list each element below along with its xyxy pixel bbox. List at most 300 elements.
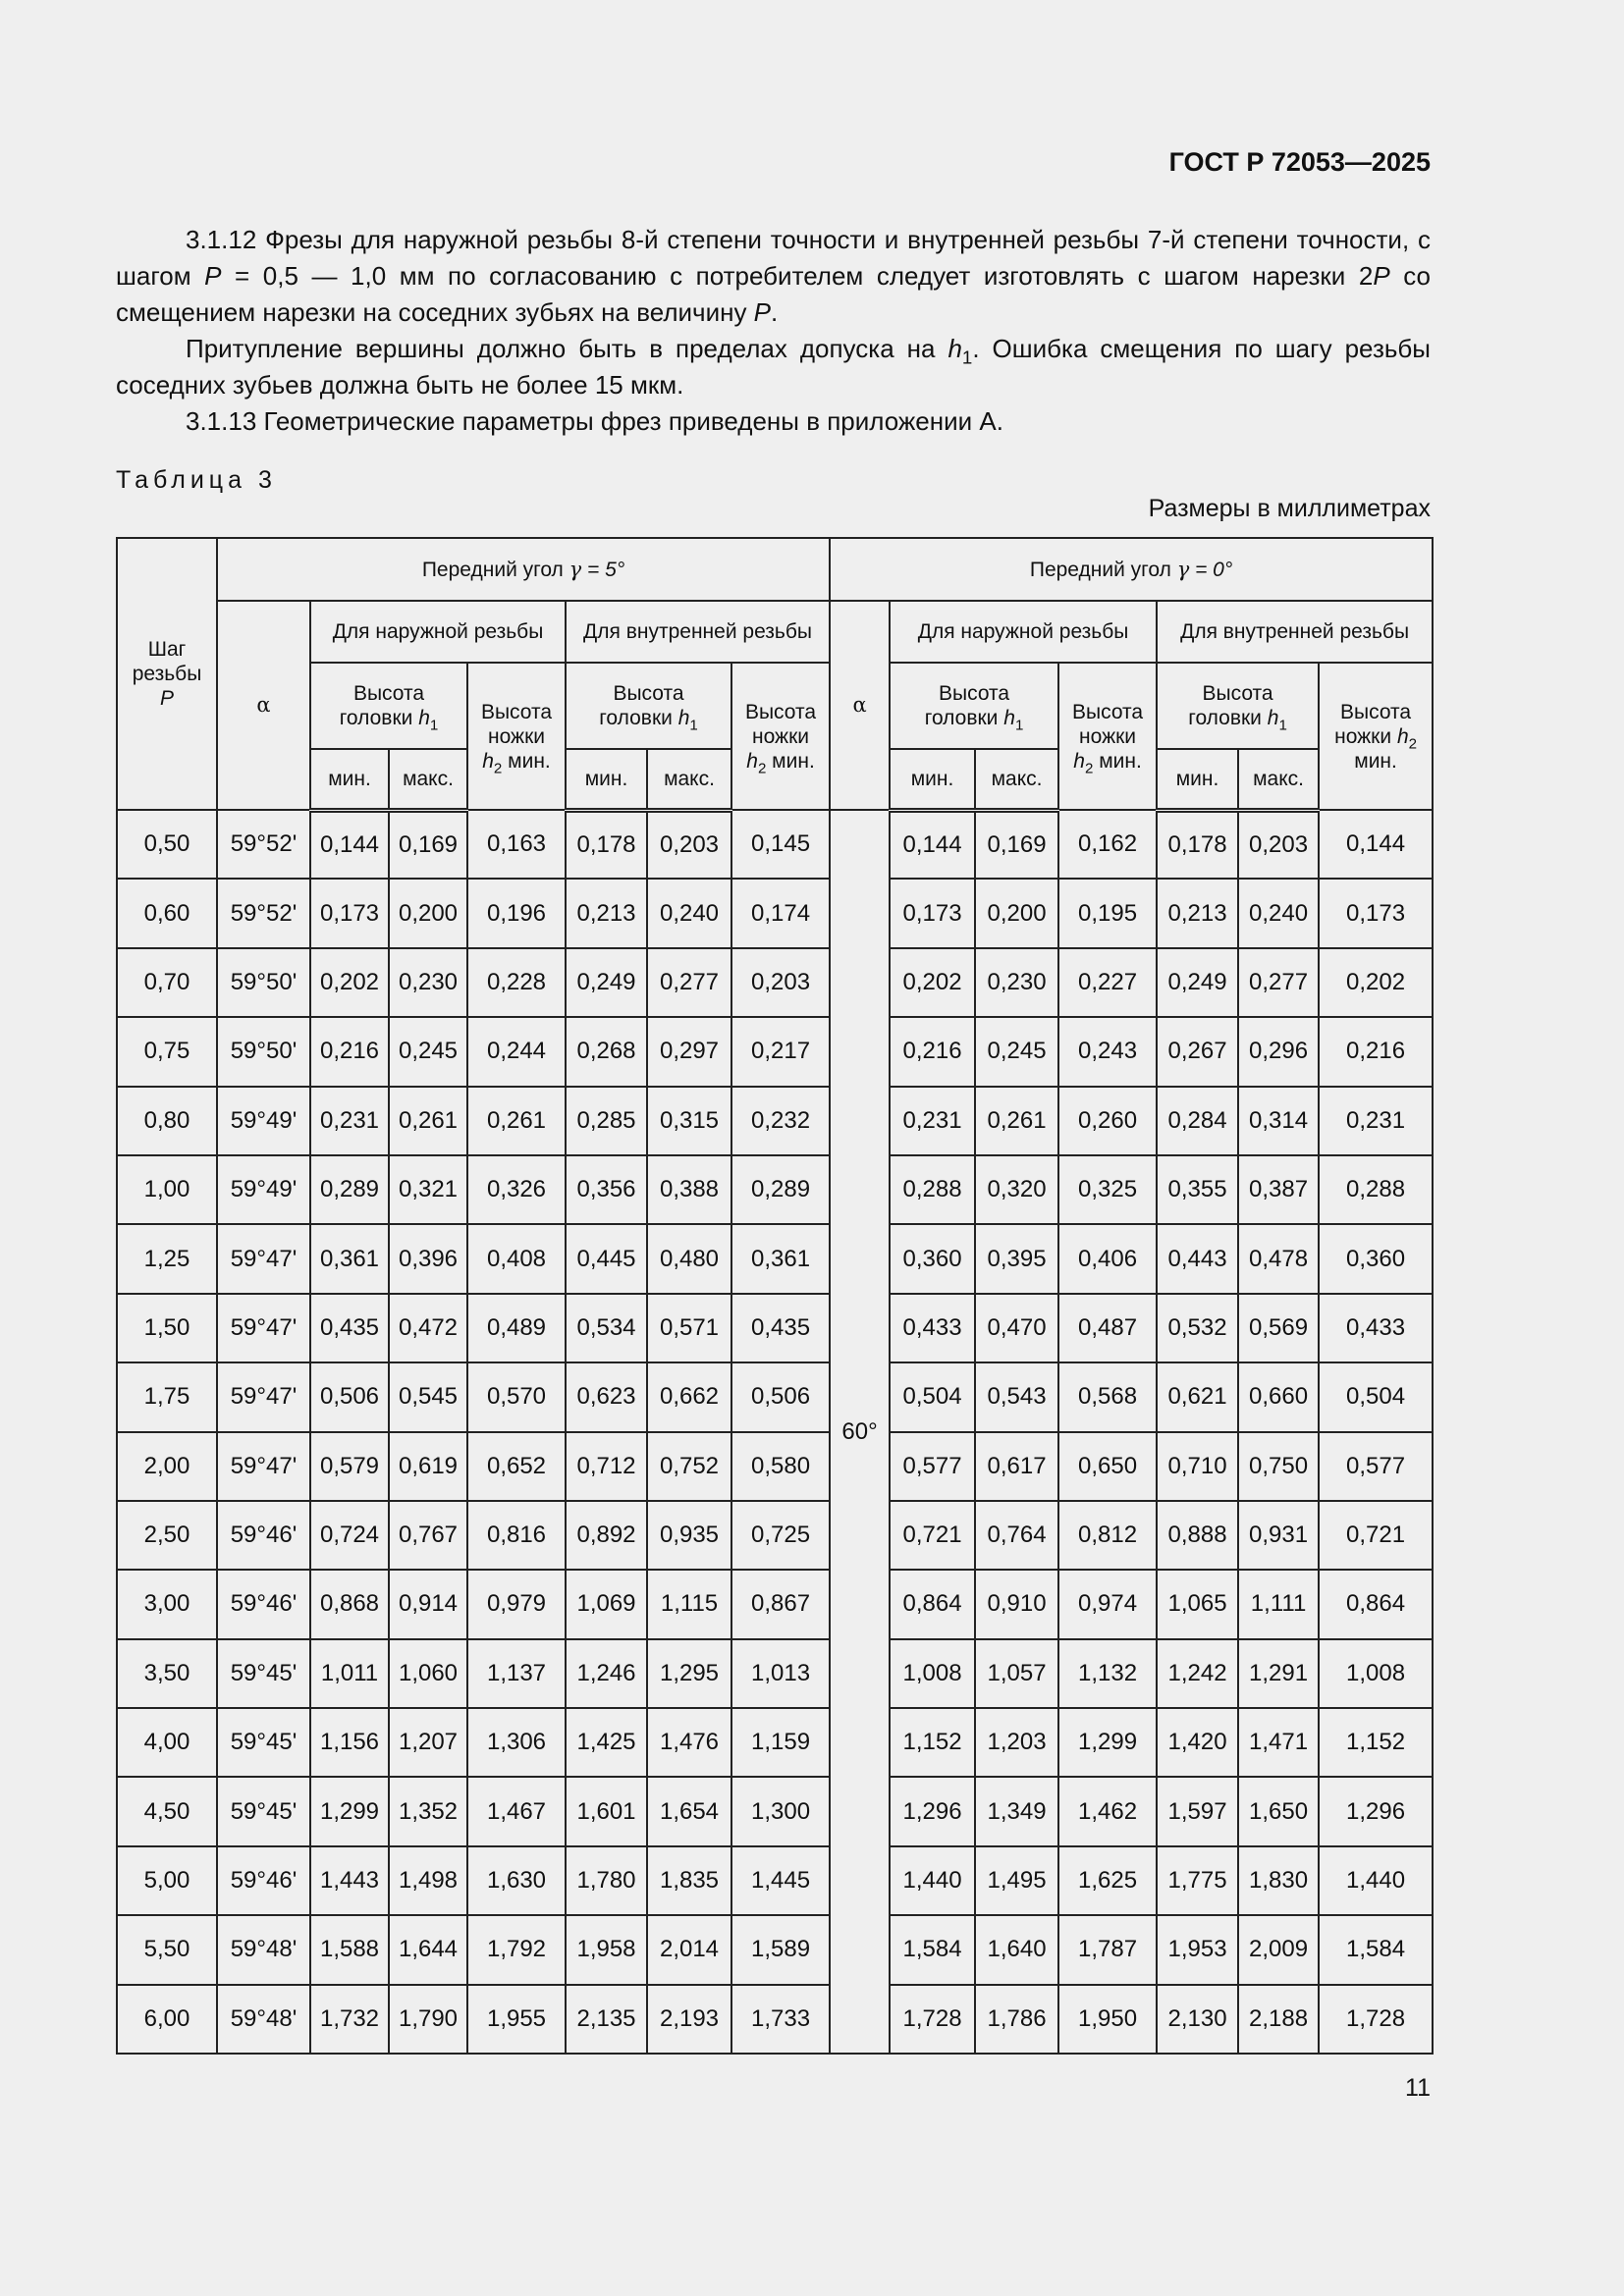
value-cell: 0,910 xyxy=(975,1570,1058,1638)
value-cell: 0,433 xyxy=(890,1294,975,1362)
value-cell: 0,232 xyxy=(731,1087,830,1155)
value-cell: 1,420 xyxy=(1157,1708,1238,1777)
min-header: мин. xyxy=(566,749,647,810)
value-cell: 0,144 xyxy=(310,810,389,879)
value-cell: 0,570 xyxy=(467,1362,566,1431)
internal-thread-header-rake5: Для внутренней резьбы xyxy=(566,601,830,663)
value-cell: 0,752 xyxy=(647,1432,731,1501)
table-row xyxy=(117,1570,1433,1638)
table-row xyxy=(117,1432,1433,1501)
value-cell: 1,835 xyxy=(647,1846,731,1915)
alpha-cell: 59°49' xyxy=(217,1087,310,1155)
pitch-cell: 0,70 xyxy=(117,948,217,1017)
value-cell: 1,958 xyxy=(566,1915,647,1984)
pitch-cell: 0,75 xyxy=(117,1017,217,1086)
value-cell: 1,476 xyxy=(647,1708,731,1777)
paragraph-3-1-13: 3.1.13 Геометрические параметры фрез приведены в приложении А. xyxy=(186,406,1003,436)
alpha-cell: 59°45' xyxy=(217,1639,310,1708)
value-cell: 0,504 xyxy=(1319,1362,1433,1431)
value-cell: 1,246 xyxy=(566,1639,647,1708)
value-cell: 1,152 xyxy=(890,1708,975,1777)
value-cell: 0,216 xyxy=(1319,1017,1433,1086)
external-thread-header-rake0: Для наружной резьбы xyxy=(890,601,1157,663)
value-cell: 1,115 xyxy=(647,1570,731,1638)
value-cell: 0,240 xyxy=(1238,879,1319,947)
table-row xyxy=(117,1224,1433,1293)
value-cell: 1,443 xyxy=(310,1846,389,1915)
min-header: мин. xyxy=(1157,749,1238,810)
value-cell: 0,230 xyxy=(975,948,1058,1017)
value-cell: 1,640 xyxy=(975,1915,1058,1984)
value-cell: 0,545 xyxy=(389,1362,467,1431)
rake-angle-0-header: Передний угол γ = 0° xyxy=(830,538,1433,601)
foot-height-header: Высота ножки $h_2$ мин. xyxy=(1319,663,1433,810)
value-cell: 0,617 xyxy=(975,1432,1058,1501)
value-cell: 1,295 xyxy=(647,1639,731,1708)
value-cell: 0,289 xyxy=(310,1155,389,1224)
value-cell: 0,200 xyxy=(389,879,467,947)
value-cell: 0,169 xyxy=(975,810,1058,879)
value-cell: 1,471 xyxy=(1238,1708,1319,1777)
value-cell: 2,009 xyxy=(1238,1915,1319,1984)
head-height-header: Высота головки $h_1$ xyxy=(890,663,1058,749)
value-cell: 0,361 xyxy=(731,1224,830,1293)
value-cell: 0,296 xyxy=(1238,1017,1319,1086)
value-cell: 0,261 xyxy=(389,1087,467,1155)
value-cell: 0,315 xyxy=(647,1087,731,1155)
value-cell: 0,931 xyxy=(1238,1501,1319,1570)
value-cell: 0,173 xyxy=(1319,879,1433,947)
value-cell: 1,156 xyxy=(310,1708,389,1777)
value-cell: 0,325 xyxy=(1058,1155,1157,1224)
value-cell: 0,227 xyxy=(1058,948,1157,1017)
value-cell: 0,245 xyxy=(389,1017,467,1086)
value-cell: 1,780 xyxy=(566,1846,647,1915)
value-cell: 1,728 xyxy=(890,1985,975,2054)
value-cell: 1,060 xyxy=(389,1639,467,1708)
value-cell: 0,213 xyxy=(1157,879,1238,947)
value-cell: 0,406 xyxy=(1058,1224,1157,1293)
value-cell: 0,297 xyxy=(647,1017,731,1086)
value-cell: 0,195 xyxy=(1058,879,1157,947)
value-cell: 0,568 xyxy=(1058,1362,1157,1431)
value-cell: 1,008 xyxy=(1319,1639,1433,1708)
value-cell: 0,216 xyxy=(310,1017,389,1086)
value-cell: 0,178 xyxy=(566,810,647,879)
value-cell: 0,864 xyxy=(890,1570,975,1638)
alpha-cell: 59°47' xyxy=(217,1432,310,1501)
table-row xyxy=(117,1708,1433,1777)
value-cell: 0,243 xyxy=(1058,1017,1157,1086)
min-header: мин. xyxy=(890,749,975,810)
value-cell: 0,892 xyxy=(566,1501,647,1570)
value-cell: 0,974 xyxy=(1058,1570,1157,1638)
pitch-cell: 5,00 xyxy=(117,1846,217,1915)
value-cell: 0,288 xyxy=(890,1155,975,1224)
paragraph-tip-truncation: Притупление вершины должно быть в пределах допуска на $h_1$. Ошибка смещения по шагу резьбы соседних зубьев должна быть не более 15 мкм. xyxy=(116,334,1431,400)
value-cell: 0,284 xyxy=(1157,1087,1238,1155)
value-cell: 1,065 xyxy=(1157,1570,1238,1638)
value-cell: 1,352 xyxy=(389,1777,467,1845)
value-cell: 1,291 xyxy=(1238,1639,1319,1708)
table-row xyxy=(117,1777,1433,1845)
value-cell: 0,435 xyxy=(310,1294,389,1362)
value-cell: 0,244 xyxy=(467,1017,566,1086)
value-cell: 1,498 xyxy=(389,1846,467,1915)
value-cell: 0,396 xyxy=(389,1224,467,1293)
rake-angle-5-header: Передний угол γ = 5° xyxy=(217,538,830,601)
value-cell: 1,296 xyxy=(890,1777,975,1845)
foot-height-header: Высота ножки $h_2$ мин. xyxy=(731,663,830,810)
value-cell: 0,579 xyxy=(310,1432,389,1501)
value-cell: 0,216 xyxy=(890,1017,975,1086)
value-cell: 0,249 xyxy=(566,948,647,1017)
value-cell: 1,786 xyxy=(975,1985,1058,2054)
head-height-header: Высота головки $h_1$ xyxy=(310,663,467,749)
alpha-cell: 59°49' xyxy=(217,1155,310,1224)
value-cell: 0,174 xyxy=(731,879,830,947)
value-cell: 0,268 xyxy=(566,1017,647,1086)
value-cell: 1,792 xyxy=(467,1915,566,1984)
table-row xyxy=(117,1985,1433,2054)
pitch-cell: 0,60 xyxy=(117,879,217,947)
alpha-cell: 59°46' xyxy=(217,1501,310,1570)
value-cell: 0,724 xyxy=(310,1501,389,1570)
pitch-header: Шаг резьбы P xyxy=(117,538,217,810)
alpha-cell: 59°46' xyxy=(217,1846,310,1915)
value-cell: 0,487 xyxy=(1058,1294,1157,1362)
value-cell: 0,623 xyxy=(566,1362,647,1431)
value-cell: 0,478 xyxy=(1238,1224,1319,1293)
value-cell: 1,111 xyxy=(1238,1570,1319,1638)
value-cell: 0,320 xyxy=(975,1155,1058,1224)
value-cell: 0,433 xyxy=(1319,1294,1433,1362)
value-cell: 0,577 xyxy=(1319,1432,1433,1501)
value-cell: 0,480 xyxy=(647,1224,731,1293)
value-cell: 0,231 xyxy=(890,1087,975,1155)
alpha-60-cell: 60° xyxy=(830,810,890,2054)
value-cell: 0,472 xyxy=(389,1294,467,1362)
value-cell: 1,299 xyxy=(310,1777,389,1845)
value-cell: 1,625 xyxy=(1058,1846,1157,1915)
value-cell: 0,360 xyxy=(1319,1224,1433,1293)
value-cell: 0,202 xyxy=(890,948,975,1017)
value-cell: 0,489 xyxy=(467,1294,566,1362)
value-cell: 1,650 xyxy=(1238,1777,1319,1845)
alpha-cell: 59°45' xyxy=(217,1708,310,1777)
value-cell: 0,314 xyxy=(1238,1087,1319,1155)
table-row xyxy=(117,1087,1433,1155)
value-cell: 1,584 xyxy=(1319,1915,1433,1984)
value-cell: 0,660 xyxy=(1238,1362,1319,1431)
value-cell: 1,790 xyxy=(389,1985,467,2054)
value-cell: 0,169 xyxy=(389,810,467,879)
value-cell: 0,619 xyxy=(389,1432,467,1501)
value-cell: 0,577 xyxy=(890,1432,975,1501)
value-cell: 1,728 xyxy=(1319,1985,1433,2054)
table-body xyxy=(117,810,1433,2054)
value-cell: 0,408 xyxy=(467,1224,566,1293)
value-cell: 1,013 xyxy=(731,1639,830,1708)
value-cell: 1,830 xyxy=(1238,1846,1319,1915)
value-cell: 0,935 xyxy=(647,1501,731,1570)
value-cell: 1,057 xyxy=(975,1639,1058,1708)
table-row xyxy=(117,1017,1433,1086)
value-cell: 2,193 xyxy=(647,1985,731,2054)
alpha-cell: 59°52' xyxy=(217,810,310,879)
value-cell: 0,710 xyxy=(1157,1432,1238,1501)
value-cell: 1,242 xyxy=(1157,1639,1238,1708)
value-cell: 0,387 xyxy=(1238,1155,1319,1224)
value-cell: 1,132 xyxy=(1058,1639,1157,1708)
value-cell: 0,725 xyxy=(731,1501,830,1570)
value-cell: 0,443 xyxy=(1157,1224,1238,1293)
value-cell: 1,787 xyxy=(1058,1915,1157,1984)
table-row xyxy=(117,1501,1433,1570)
alpha-header-rake5: α xyxy=(217,601,310,810)
value-cell: 0,721 xyxy=(1319,1501,1433,1570)
value-cell: 0,361 xyxy=(310,1224,389,1293)
alpha-cell: 59°50' xyxy=(217,948,310,1017)
value-cell: 0,162 xyxy=(1058,810,1157,879)
value-cell: 1,152 xyxy=(1319,1708,1433,1777)
pitch-cell: 3,00 xyxy=(117,1570,217,1638)
value-cell: 0,144 xyxy=(890,810,975,879)
value-cell: 0,249 xyxy=(1157,948,1238,1017)
table-caption: Таблица 3 xyxy=(116,466,277,494)
value-cell: 0,532 xyxy=(1157,1294,1238,1362)
value-cell: 1,300 xyxy=(731,1777,830,1845)
page-number: 11 xyxy=(1405,2074,1431,2102)
min-header: мин. xyxy=(310,749,389,810)
value-cell: 0,203 xyxy=(731,948,830,1017)
value-cell: 1,601 xyxy=(566,1777,647,1845)
value-cell: 1,296 xyxy=(1319,1777,1433,1845)
value-cell: 0,288 xyxy=(1319,1155,1433,1224)
table-row xyxy=(117,810,1433,879)
max-header: макс. xyxy=(1238,749,1319,810)
value-cell: 1,775 xyxy=(1157,1846,1238,1915)
value-cell: 0,721 xyxy=(890,1501,975,1570)
internal-thread-header-rake0: Для внутренней резьбы xyxy=(1157,601,1433,663)
table-row xyxy=(117,1362,1433,1431)
value-cell: 0,196 xyxy=(467,879,566,947)
value-cell: 0,580 xyxy=(731,1432,830,1501)
value-cell: 0,228 xyxy=(467,948,566,1017)
pitch-cell: 0,50 xyxy=(117,810,217,879)
value-cell: 0,144 xyxy=(1319,810,1433,879)
external-thread-header-rake5: Для наружной резьбы xyxy=(310,601,566,663)
value-cell: 0,178 xyxy=(1157,810,1238,879)
value-cell: 1,950 xyxy=(1058,1985,1157,2054)
value-cell: 0,230 xyxy=(389,948,467,1017)
value-cell: 0,289 xyxy=(731,1155,830,1224)
value-cell: 1,467 xyxy=(467,1777,566,1845)
value-cell: 2,135 xyxy=(566,1985,647,2054)
value-cell: 2,014 xyxy=(647,1915,731,1984)
value-cell: 1,137 xyxy=(467,1639,566,1708)
value-cell: 0,506 xyxy=(310,1362,389,1431)
max-header: макс. xyxy=(389,749,467,810)
value-cell: 1,495 xyxy=(975,1846,1058,1915)
foot-height-header: Высота ножки $h_2$ мин. xyxy=(467,663,566,810)
value-cell: 1,597 xyxy=(1157,1777,1238,1845)
value-cell: 0,662 xyxy=(647,1362,731,1431)
value-cell: 0,435 xyxy=(731,1294,830,1362)
value-cell: 0,867 xyxy=(731,1570,830,1638)
value-cell: 0,571 xyxy=(647,1294,731,1362)
value-cell: 0,652 xyxy=(467,1432,566,1501)
value-cell: 1,069 xyxy=(566,1570,647,1638)
value-cell: 0,261 xyxy=(975,1087,1058,1155)
table-row xyxy=(117,1155,1433,1224)
value-cell: 0,173 xyxy=(890,879,975,947)
value-cell: 0,888 xyxy=(1157,1501,1238,1570)
foot-height-header: Высота ножки $h_2$ мин. xyxy=(1058,663,1157,810)
pitch-cell: 5,50 xyxy=(117,1915,217,1984)
value-cell: 1,654 xyxy=(647,1777,731,1845)
value-cell: 0,203 xyxy=(647,810,731,879)
value-cell: 0,569 xyxy=(1238,1294,1319,1362)
alpha-cell: 59°50' xyxy=(217,1017,310,1086)
value-cell: 0,356 xyxy=(566,1155,647,1224)
value-cell: 0,200 xyxy=(975,879,1058,947)
value-cell: 1,630 xyxy=(467,1846,566,1915)
head-height-header: Высота головки $h_1$ xyxy=(566,663,731,749)
pitch-cell: 2,50 xyxy=(117,1501,217,1570)
value-cell: 0,504 xyxy=(890,1362,975,1431)
value-cell: 0,445 xyxy=(566,1224,647,1293)
table-row xyxy=(117,1639,1433,1708)
value-cell: 0,240 xyxy=(647,879,731,947)
pitch-cell: 6,00 xyxy=(117,1985,217,2054)
value-cell: 0,650 xyxy=(1058,1432,1157,1501)
document-code: ГОСТ Р 72053—2025 xyxy=(1168,147,1431,177)
value-cell: 1,584 xyxy=(890,1915,975,1984)
alpha-cell: 59°48' xyxy=(217,1915,310,1984)
pitch-cell: 3,50 xyxy=(117,1639,217,1708)
value-cell: 0,355 xyxy=(1157,1155,1238,1224)
value-cell: 1,011 xyxy=(310,1639,389,1708)
pitch-cell: 4,50 xyxy=(117,1777,217,1845)
table-units-note: Размеры в миллиметрах xyxy=(1148,495,1431,522)
value-cell: 0,388 xyxy=(647,1155,731,1224)
value-cell: 0,231 xyxy=(1319,1087,1433,1155)
paragraph-3-1-12: 3.1.12 Фрезы для наружной резьбы 8-й степени точности и внутренней резьбы 7-й степени точности, с шагом P = 0,5 — 1,0 мм по согласованию с потребителем следует изготовлять с шагом нарезки 2P со смещением нарезки на соседних зубьях на величину P. xyxy=(116,225,1431,327)
value-cell: 1,955 xyxy=(467,1985,566,2054)
value-cell: 0,914 xyxy=(389,1570,467,1638)
value-cell: 0,360 xyxy=(890,1224,975,1293)
pitch-cell: 1,25 xyxy=(117,1224,217,1293)
table-row xyxy=(117,1846,1433,1915)
value-cell: 0,506 xyxy=(731,1362,830,1431)
table-row xyxy=(117,1915,1433,1984)
value-cell: 0,173 xyxy=(310,879,389,947)
table-row xyxy=(117,948,1433,1017)
value-cell: 0,767 xyxy=(389,1501,467,1570)
value-cell: 0,868 xyxy=(310,1570,389,1638)
value-cell: 1,732 xyxy=(310,1985,389,2054)
value-cell: 1,440 xyxy=(1319,1846,1433,1915)
value-cell: 0,812 xyxy=(1058,1501,1157,1570)
alpha-cell: 59°52' xyxy=(217,879,310,947)
value-cell: 0,145 xyxy=(731,810,830,879)
value-cell: 0,245 xyxy=(975,1017,1058,1086)
value-cell: 0,277 xyxy=(647,948,731,1017)
alpha-cell: 59°47' xyxy=(217,1224,310,1293)
value-cell: 1,349 xyxy=(975,1777,1058,1845)
value-cell: 0,816 xyxy=(467,1501,566,1570)
value-cell: 1,440 xyxy=(890,1846,975,1915)
value-cell: 1,644 xyxy=(389,1915,467,1984)
value-cell: 0,534 xyxy=(566,1294,647,1362)
value-cell: 0,326 xyxy=(467,1155,566,1224)
value-cell: 1,425 xyxy=(566,1708,647,1777)
value-cell: 1,306 xyxy=(467,1708,566,1777)
alpha-header-rake0: α xyxy=(830,601,890,810)
alpha-cell: 59°47' xyxy=(217,1294,310,1362)
value-cell: 1,589 xyxy=(731,1915,830,1984)
value-cell: 1,207 xyxy=(389,1708,467,1777)
value-cell: 0,261 xyxy=(467,1087,566,1155)
value-cell: 1,733 xyxy=(731,1985,830,2054)
value-cell: 1,203 xyxy=(975,1708,1058,1777)
pitch-cell: 4,00 xyxy=(117,1708,217,1777)
body-text xyxy=(116,222,1431,440)
value-cell: 0,321 xyxy=(389,1155,467,1224)
value-cell: 0,217 xyxy=(731,1017,830,1086)
pitch-cell: 1,75 xyxy=(117,1362,217,1431)
value-cell: 0,285 xyxy=(566,1087,647,1155)
value-cell: 0,202 xyxy=(310,948,389,1017)
pitch-cell: 0,80 xyxy=(117,1087,217,1155)
value-cell: 0,202 xyxy=(1319,948,1433,1017)
max-header: макс. xyxy=(975,749,1058,810)
pitch-cell: 1,50 xyxy=(117,1294,217,1362)
value-cell: 0,395 xyxy=(975,1224,1058,1293)
value-cell: 1,159 xyxy=(731,1708,830,1777)
alpha-cell: 59°48' xyxy=(217,1985,310,2054)
value-cell: 1,462 xyxy=(1058,1777,1157,1845)
table-row xyxy=(117,879,1433,947)
pitch-cell: 1,00 xyxy=(117,1155,217,1224)
value-cell: 0,543 xyxy=(975,1362,1058,1431)
max-header: макс. xyxy=(647,749,731,810)
value-cell: 0,750 xyxy=(1238,1432,1319,1501)
value-cell: 0,213 xyxy=(566,879,647,947)
value-cell: 0,163 xyxy=(467,810,566,879)
value-cell: 1,953 xyxy=(1157,1915,1238,1984)
value-cell: 1,299 xyxy=(1058,1708,1157,1777)
value-cell: 1,445 xyxy=(731,1846,830,1915)
value-cell: 0,277 xyxy=(1238,948,1319,1017)
value-cell: 0,470 xyxy=(975,1294,1058,1362)
value-cell: 0,764 xyxy=(975,1501,1058,1570)
alpha-cell: 59°46' xyxy=(217,1570,310,1638)
value-cell: 1,588 xyxy=(310,1915,389,1984)
value-cell: 1,008 xyxy=(890,1639,975,1708)
head-height-header: Высота головки $h_1$ xyxy=(1157,663,1319,749)
value-cell: 0,260 xyxy=(1058,1087,1157,1155)
thread-parameters-table xyxy=(116,537,1434,2055)
value-cell: 0,864 xyxy=(1319,1570,1433,1638)
value-cell: 0,621 xyxy=(1157,1362,1238,1431)
value-cell: 0,231 xyxy=(310,1087,389,1155)
value-cell: 2,130 xyxy=(1157,1985,1238,2054)
value-cell: 2,188 xyxy=(1238,1985,1319,2054)
value-cell: 0,979 xyxy=(467,1570,566,1638)
table-row xyxy=(117,1294,1433,1362)
